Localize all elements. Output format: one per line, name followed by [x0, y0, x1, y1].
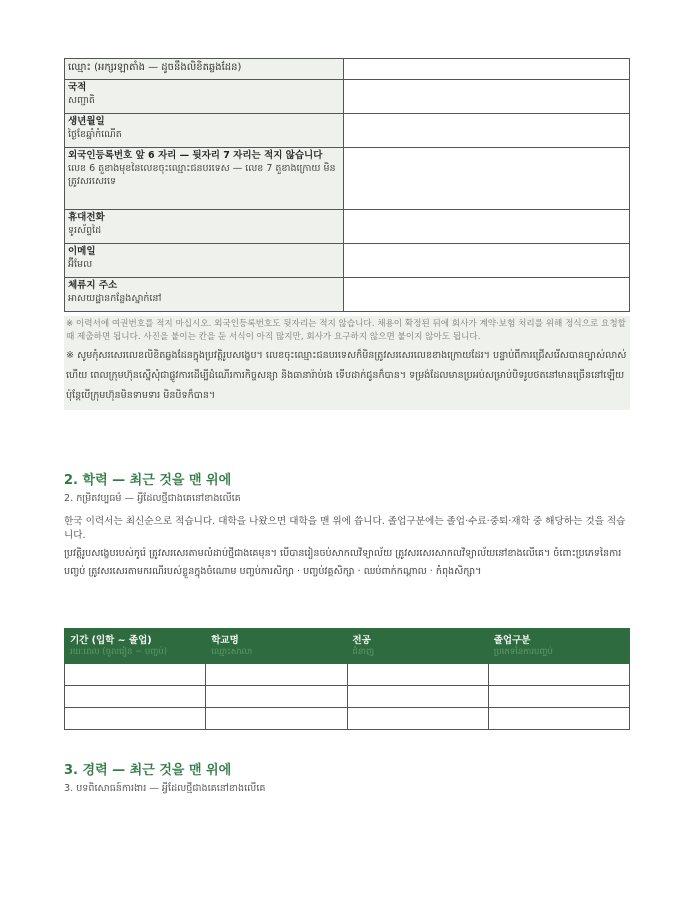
email-value[interactable]: [344, 244, 630, 278]
education-cell-period[interactable]: [65, 686, 206, 708]
table-row: [65, 114, 630, 148]
education-cell-graduation-type[interactable]: [488, 708, 629, 730]
column-header-label-km: រយៈពេល (ចូលរៀន ~ បញ្ចប់): [70, 647, 168, 657]
career-title: 3. 경력 — 최근 것을 맨 위에: [64, 763, 232, 778]
education-desc-km: ប្រវត្តិរូបសង្ខេបរបស់កូរ៉េ ត្រូវសរសេរតាមលំដាប់ថ្មីជាងគេមុន។ បើបានរៀនចប់សាកលវិទ្យាល័យ ត្រូវសរសេរសាកលវិទ្យាល័យនៅខាងលើគេ។ ចំពោះប្រភេទនៃការបញ្ចប់ ត្រូវសរសេរតាមករណីរបស់ខ្លួនក្នុងចំណោម បញ្ចប់ការសិក្សា · បញ្ចប់វគ្គសិក្សា · ឈប់ពាក់កណ្ដាល · កំពុងសិក្សា។: [64, 548, 622, 577]
nationality-value[interactable]: [344, 80, 630, 114]
registration-label-cell: [65, 148, 344, 210]
education-cell-major[interactable]: [347, 686, 488, 708]
column-header-label-ko: 기간 (입학 ~ 졸업): [70, 635, 152, 646]
name-label-cell: [65, 59, 344, 80]
education-cell-major[interactable]: [347, 708, 488, 730]
table-row: [65, 664, 630, 686]
phone-value[interactable]: [344, 210, 630, 244]
email-label-ko: 이메일: [68, 246, 96, 257]
registration-value[interactable]: [344, 148, 630, 210]
table-row: [65, 148, 630, 210]
column-header-label-ko: 학교명: [211, 635, 239, 646]
career-section: [64, 762, 630, 796]
education-cell-school[interactable]: [206, 686, 347, 708]
registration-label-ko: 외국인등록번호 앞 6 자리 — 뒷자리 7 자리는 적지 않습니다: [68, 150, 323, 161]
table-row: [65, 686, 630, 708]
column-header-school: [206, 629, 347, 664]
column-header-label-km: ប្រភេទនៃការបញ្ចប់: [493, 647, 553, 657]
education-title: 2. 학력 — 최근 것을 맨 위에: [64, 473, 232, 488]
table-row: [65, 210, 630, 244]
table-row: [65, 278, 630, 312]
education-section: [64, 472, 630, 581]
birthdate-value[interactable]: [344, 114, 630, 148]
education-cell-graduation-type[interactable]: [488, 664, 629, 686]
address-label-ko: 체류지 주소: [68, 280, 118, 291]
education-header-row: [65, 629, 630, 664]
education-subtitle: 2. កម្រិតវប្បធម៌ — អ្វីដែលថ្មីជាងគេនៅខាងលើគេ: [64, 493, 241, 504]
registration-label-km: លេខ 6 តួខាងមុខនៃលេខចុះឈ្មោះជនបរទេស — លេខ 7 តួខាងក្រោយ មិនត្រូវសរសេរទេ: [68, 163, 336, 187]
column-header-graduation-type: [488, 629, 629, 664]
birthdate-label-ko: 생년월일: [68, 116, 105, 127]
table-row: [65, 80, 630, 114]
table-row: [65, 244, 630, 278]
privacy-note-ko: ※ 이력서에 여권번호를 적지 마십시오. 외국인등록번호도 뒷자리는 적지 않습니다. 채용이 확정된 뒤에 회사가 계약·보험 처리를 위해 정식으로 요청할 때 제출하면 됩니다. 사진을 붙이는 칸을 둔 서식이 아직 많지만, 회사가 요구하지 않으면 붙이지 않아도 됩니다.: [66, 319, 626, 342]
education-cell-school[interactable]: [206, 708, 347, 730]
education-cell-major[interactable]: [347, 664, 488, 686]
column-header-label-ko: 전공: [352, 635, 371, 646]
nationality-label-km: សញ្ជាតិ: [68, 95, 95, 106]
education-table: [64, 628, 630, 730]
education-cell-school[interactable]: [206, 664, 347, 686]
column-header-major: [347, 629, 488, 664]
phone-label-cell: [65, 210, 344, 244]
email-label-km: អ៊ីមែល: [68, 259, 93, 270]
education-cell-period[interactable]: [65, 664, 206, 686]
email-label-cell: [65, 244, 344, 278]
privacy-note-km: ※ សូមកុំសរសេរលេខលិខិតឆ្លងដែនក្នុងប្រវត្តិរូបសង្ខេប។ លេខចុះឈ្មោះជនបរទេសក៏មិនត្រូវសរសេរលេខខាងក្រោយដែរ។ បន្ទាប់ពីការជ្រើសរើសបានច្បាស់លាស់ហើយ ពេលក្រុមហ៊ុនស្នើសុំជាផ្លូវការដើម្បីដំណើរការកិច្ចសន្យា និងធានារ៉ាប់រង ទើបដាក់ជូនក៏បាន។ ទម្រង់ដែលមានប្រអប់សម្រាប់បិទរូបថតនៅមានច្រើននៅឡើយ ប៉ុន្តែបើក្រុមហ៊ុនមិនទាមទារ មិនបិទក៏បាន។: [66, 350, 627, 401]
education-cell-graduation-type[interactable]: [488, 686, 629, 708]
column-header-label-km: ឈ្មោះសាលា: [211, 647, 253, 657]
address-label-km: អាសយដ្ឋានកន្លែងស្នាក់នៅ: [68, 293, 162, 304]
name-label: ឈ្មោះ (អក្សរឡាតាំង — ដូចនឹងលិខិតឆ្លងដែន): [68, 62, 242, 73]
column-header-label-ko: 졸업구분: [493, 635, 531, 646]
career-subtitle: 3. បទពិសោធន៍ការងារ — អ្វីដែលថ្មីជាងគេនៅខាងលើគេ: [64, 783, 266, 794]
table-row: [65, 59, 630, 80]
privacy-note: [64, 316, 630, 410]
name-value[interactable]: [344, 59, 630, 80]
table-row: [65, 708, 630, 730]
address-label-cell: [65, 278, 344, 312]
education-cell-period[interactable]: [65, 708, 206, 730]
birthdate-label-cell: [65, 114, 344, 148]
phone-label-ko: 휴대전화: [68, 212, 105, 223]
phone-label-km: ទូរស័ព្ទដៃ: [68, 225, 102, 236]
nationality-label-ko: 국적: [68, 82, 87, 93]
column-header-period: [65, 629, 206, 664]
address-value[interactable]: [344, 278, 630, 312]
nationality-label-cell: [65, 80, 344, 114]
personal-info-table: [64, 58, 630, 312]
birthdate-label-km: ថ្ងៃខែឆ្នាំកំណើត: [68, 129, 122, 140]
column-header-label-km: ជំនាញ: [352, 647, 375, 657]
education-desc-ko: 한국 이력서는 최신순으로 적습니다. 대학을 나왔으면 대학을 맨 위에 씁니다. 졸업구분에는 졸업·수료·중퇴·재학 중 해당하는 것을 적습니다.: [64, 516, 626, 541]
